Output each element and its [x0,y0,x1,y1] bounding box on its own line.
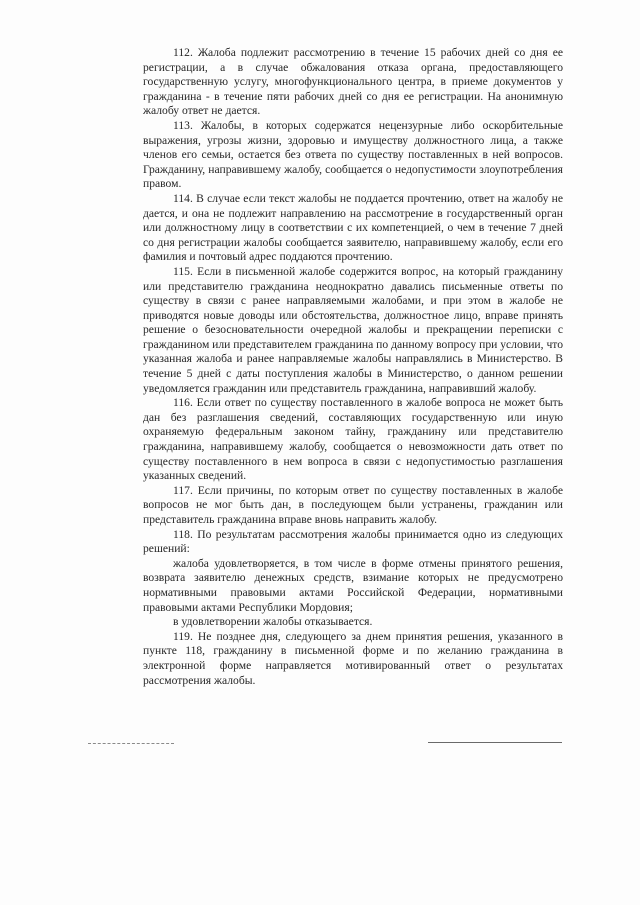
paragraph-116: 116. Если ответ по существу поставленного в жалобе вопроса не может быть дан без разглашения сведений, составляющих государственную или иную охраняемую федеральным законом тайну, гражданину или представителю гражданина, направившему жалобу, сообщается о невозможности дать ответ по существу поставленного в нем вопроса в связи с недопустимостью разглашения указанных сведений. [143,396,563,483]
paragraph-113: 113. Жалобы, в которых содержатся нецензурные либо оскорбительные выражения, угрозы жизни, здоровью и имуществу должностного лица, а также членов его семьи, остается без ответа по существу поставленных в ней вопросов. Гражданину, направившему жалобу, сообщается о недопустимости злоупотребления правом. [143,118,563,191]
paragraph-114: 114. В случае если текст жалобы не поддается прочтению, ответ на жалобу не дается, и она не подлежит направлению на рассмотрение в государственный орган или должностному лицу в соответствии с их компетенцией, о чем в течение 7 дней со дня регистрации жалобы сообщается заявителю, направившему жалобу, если его фамилия и почтовый адрес поддаются прочтению. [143,191,563,264]
paragraph-118-option-1: жалоба удовлетворяется, в том числе в форме отмены принятого решения, возврата заявителю денежных средств, взимание которых не предусмотрено нормативными правовыми актами Российской Федерации, нормативными правовыми актами Республики Мордовия; [143,556,563,614]
scan-artifact-right [428,742,562,743]
paragraph-117: 117. Если причины, по которым ответ по существу поставленных в жалобе вопросов не мог быть дан, в последующем были устранены, гражданин или представитель гражданина вправе вновь направить жалобу. [143,483,563,526]
paragraph-118-option-2: в удовлетворении жалобы отказывается. [173,615,373,629]
paragraph-115: 115. Если в письменной жалобе содержится вопрос, на который гражданину или представителю гражданина неоднократно давались письменные ответы по существу в связи с ранее направляемыми жалобами, и при этом в жалобе не приводятся новые доводы или обстоятельства, должностное лицо, вправе принять решение о безосновательности очередной жалобы и прекращении переписки с гражданином или представителем гражданина по данному вопросу при условии, что указанная жалоба и ранее направляемые жалобы направлялись в Министерство. В течение 5 дней с даты поступления жалобы в Министерство, о данном решении уведомляется гражданин или представитель гражданина, направивший жалобу. [143,264,563,395]
paragraph-112: 112. Жалоба подлежит рассмотрению в течение 15 рабочих дней со дня ее регистрации, а в случае обжалования отказа органа, предоставляющего государственную услугу, многофункционального центра, в приеме документов у гражданина - в течение пяти рабочих дней со дня ее регистрации. На анонимную жалобу ответ не дается. [143,46,563,118]
paragraph-119: 119. Не позднее дня, следующего за днем принятия решения, указанного в пункте 118, гражданину в письменной форме и по желанию гражданина в электронной форме направляется мотивированный ответ о результатах рассмотрения жалобы. [143,629,563,687]
scan-artifact-left [88,743,174,744]
paragraph-118: 118. По результатам рассмотрения жалобы принимается одно из следующих решений: [143,527,563,556]
document-body [143,46,563,688]
